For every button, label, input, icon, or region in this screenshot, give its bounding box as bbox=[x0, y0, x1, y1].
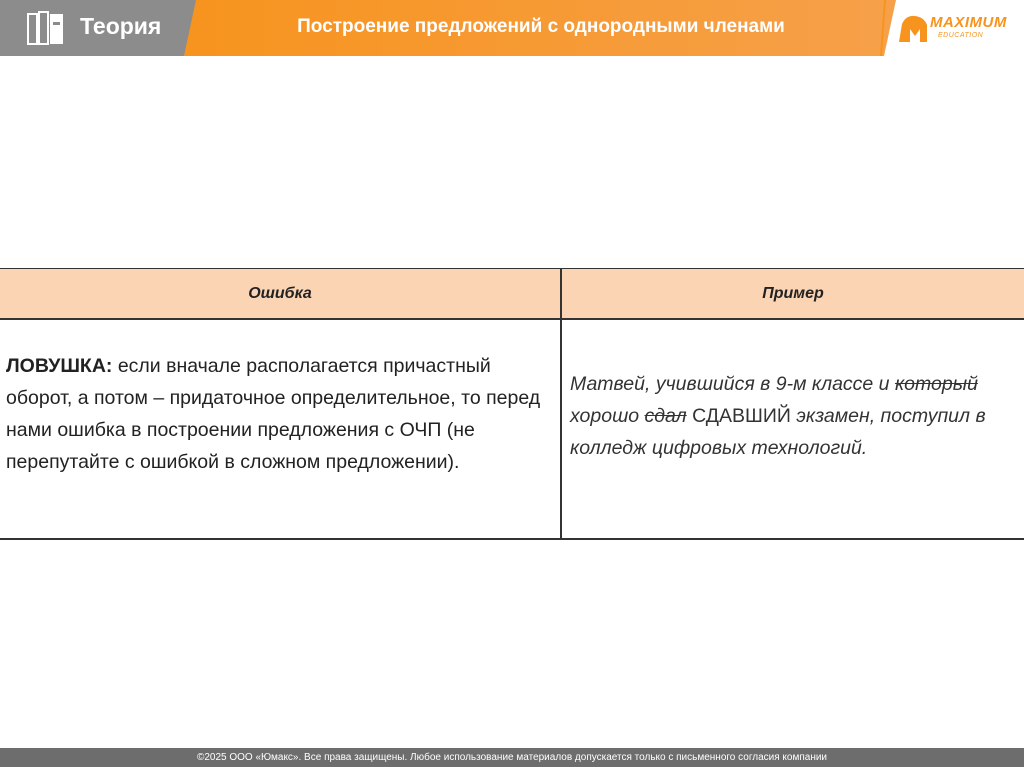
struck-word-2: сдал bbox=[644, 405, 687, 427]
column-header-error: Ошибка bbox=[0, 269, 560, 318]
section-title: Теория bbox=[80, 13, 162, 39]
header-bar bbox=[0, 0, 1024, 56]
logo-subtitle: EDUCATION bbox=[938, 32, 984, 39]
comparison-table bbox=[0, 268, 1024, 540]
example-part-3: экзамен, поступил в колледж цифровых технологий. bbox=[570, 405, 986, 459]
example-part-1: Матвей, учившийся в 9-м классе и bbox=[570, 373, 895, 395]
example-cell bbox=[570, 368, 1010, 464]
correction-word: СДАВШИЙ bbox=[686, 405, 791, 427]
slide-title: Построение предложений с однородными членами bbox=[297, 16, 785, 37]
logo-mark-icon bbox=[896, 12, 930, 46]
copyright-footer: ©2025 ООО «Юмакс». Все права защищены. Любое использование материалов допускается только с письменного согласия компании bbox=[0, 748, 1024, 767]
maximum-logo bbox=[896, 10, 1022, 50]
struck-word-1: который bbox=[894, 373, 978, 395]
column-divider bbox=[560, 268, 562, 540]
books-icon bbox=[26, 10, 68, 46]
example-part-2: хорошо bbox=[570, 405, 645, 427]
table-bottom-border bbox=[0, 538, 1024, 540]
logo-wordmark: MAXIMUM bbox=[930, 14, 1007, 31]
column-header-example: Пример bbox=[562, 269, 1024, 318]
trap-label: ЛОВУШКА: bbox=[6, 355, 113, 377]
error-cell bbox=[6, 350, 556, 478]
error-description: если вначале располагается причастный оборот, а потом – придаточное определительное, то перед нами ошибка в построении предложения с ОЧП (не перепутайте с ошибкой в сложном предложении). bbox=[6, 355, 541, 473]
header-bottom-border bbox=[0, 318, 1024, 320]
